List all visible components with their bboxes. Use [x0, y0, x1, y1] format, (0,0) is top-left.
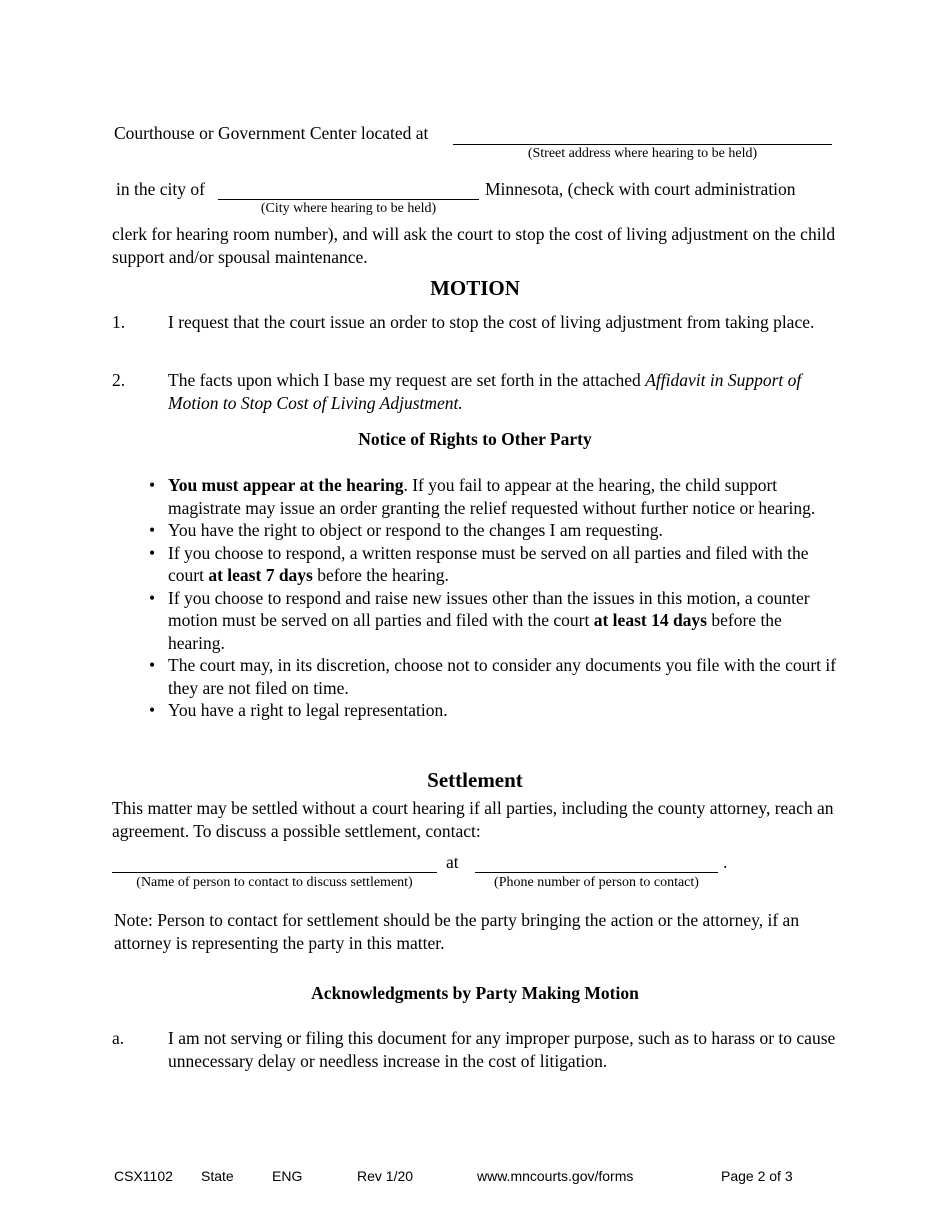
bullet-icon: • — [149, 475, 156, 495]
bullet-icon: • — [149, 587, 156, 608]
settlement-note: Note: Person to contact for settlement should be the party bringing the action or the attorney, if an attorney is representing the party in this matter. — [114, 910, 800, 953]
footer-revision: Rev 1/20 — [357, 1168, 414, 1184]
city-caption: (City where hearing to be held) — [260, 201, 437, 216]
acknowledgment-text: I am not serving or filing this document for any improper purpose, such as to harass or to cause unnecessary delay or needless increase in the cost of litigation. — [168, 1028, 836, 1071]
list-item: • If you choose to respond, a written response must be served on all parties and filed with the court at least 7 days before the hearing. — [149, 542, 809, 585]
contact-name-line[interactable] — [112, 872, 437, 873]
bullet-icon: • — [149, 520, 156, 540]
rights-list — [149, 474, 838, 722]
settlement-text: This matter may be settled without a court hearing if all parties, including the county attorney, reach an agreement. To discuss a possible settlement, contact: — [112, 798, 834, 841]
footer-jurisdiction: State — [201, 1168, 234, 1184]
settlement-title: Settlement — [427, 768, 523, 792]
address-continuation: clerk for hearing room number), and will ask the court to stop the cost of living adjustment on the child support and/or spousal maintenance. — [112, 224, 836, 267]
street-address-line[interactable] — [453, 144, 832, 145]
bullet-icon: • — [149, 542, 156, 563]
list-item: • You have the right to object or respond to the changes I am requesting. — [149, 520, 663, 540]
city-line[interactable] — [218, 199, 479, 200]
acknowledgments-title: Acknowledgments by Party Making Motion — [311, 983, 639, 1003]
bullet-icon: • — [149, 655, 156, 675]
list-item: • You have a right to legal representation. — [149, 700, 448, 720]
footer-page-number: Page 2 of 3 — [721, 1168, 793, 1184]
acknowledgment-letter: a. — [112, 1028, 125, 1048]
courthouse-label: Courthouse or Government Center located at — [114, 123, 429, 143]
affidavit-title: Affidavit in Support of Motion to Stop Cost of Living Adjustment. — [168, 370, 802, 413]
notice-title: Notice of Rights to Other Party — [358, 429, 592, 449]
list-item: • If you choose to respond and raise new issues other than the issues in this motion, a counter motion must be served on all parties and filed with the court at least 14 days before the hearing. — [149, 587, 810, 653]
footer-form-id: CSX1102 — [114, 1168, 173, 1184]
contact-phone-caption: (Phone number of person to contact) — [494, 875, 699, 890]
motion-item-number: 1. — [112, 312, 126, 332]
city-suffix: Minnesota, (check with court administration — [485, 179, 796, 199]
bullet-icon: • — [149, 700, 156, 720]
list-item: • You must appear at the hearing. If you fail to appear at the hearing, the child support magistrate may issue an order granting the relief requested without further notice or hearing. — [149, 475, 816, 518]
footer-url[interactable]: www.mncourts.gov/forms — [477, 1168, 634, 1184]
contact-name-caption: (Name of person to contact to discuss settlement) — [136, 875, 413, 890]
period-mark: . — [723, 852, 728, 872]
motion-item-text: I request that the court issue an order to stop the cost of living adjustment from taking place. — [168, 312, 815, 332]
motion-item-number: 2. — [112, 370, 126, 390]
motion-item-text: The facts upon which I base my request are set forth in the attached Affidavit in Support of Motion to Stop Cost of Living Adjustment. — [168, 370, 802, 413]
list-item: • The court may, in its discretion, choose not to consider any documents you file with the court if they are not filed on time. — [149, 655, 837, 698]
at-word: at — [446, 852, 459, 872]
city-prefix: in the city of — [116, 179, 205, 199]
street-address-caption: (Street address where hearing to be held) — [527, 146, 758, 161]
motion-title: MOTION — [430, 276, 520, 300]
contact-phone-line[interactable] — [475, 872, 718, 873]
footer-language: ENG — [272, 1168, 303, 1184]
